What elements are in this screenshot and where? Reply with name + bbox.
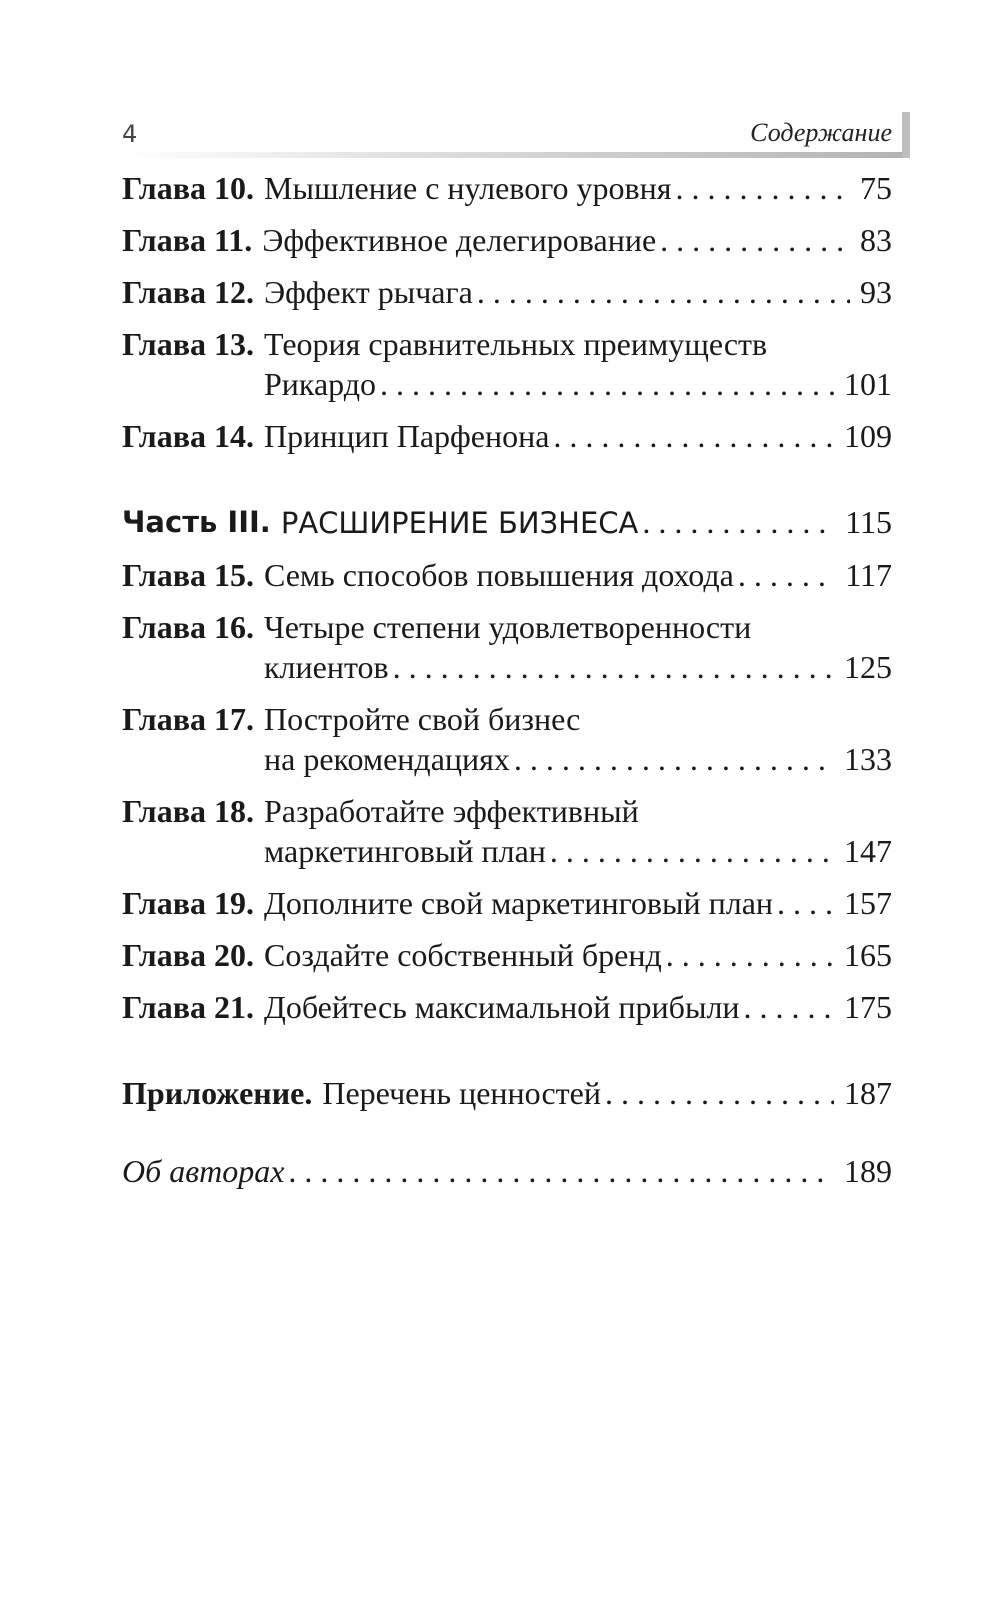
toc-entry-page: 109 — [844, 418, 892, 454]
toc-entry-title: Теория сравнительных преимуществ — [263, 326, 768, 362]
dot-leader — [389, 647, 834, 687]
toc-entry-page: 157 — [844, 885, 892, 921]
toc-entry-label: Глава 10. — [122, 170, 254, 206]
toc-entry-page: 175 — [844, 989, 892, 1025]
toc-entry-chapter-15[interactable] — [122, 555, 892, 595]
header-edge-bar — [902, 112, 910, 158]
toc-entry-label: Глава 11. — [122, 222, 253, 258]
toc-entry-label: Глава 17. — [122, 701, 254, 737]
dot-leader — [601, 1073, 834, 1113]
toc-entry-appendix[interactable] — [122, 1073, 892, 1113]
dot-leader — [740, 987, 834, 1027]
toc-entry-title: Постройте свой бизнес — [263, 701, 581, 737]
toc-entry-chapter-19[interactable] — [122, 883, 892, 923]
toc-entry-title: Эффективное делегирование — [262, 222, 657, 258]
toc-entry-chapter-16[interactable] — [122, 607, 892, 687]
toc-entry-title-continued: маркетинговый план — [263, 833, 546, 869]
toc-entry-label: Глава 19. — [122, 885, 254, 921]
header-rule — [122, 152, 910, 158]
toc-entry-label: Приложение. — [122, 1075, 313, 1111]
toc-entry-title: Четыре степени удовлетворенности — [263, 609, 752, 645]
dot-leader — [734, 555, 835, 595]
toc-entry-title: Семь способов повышения дохода — [263, 557, 734, 593]
toc-entry-title: Разработайте эффективный — [263, 793, 639, 829]
dot-leader — [773, 883, 834, 923]
toc-entry-title: Добейтесь максимальной прибыли — [263, 989, 740, 1025]
header-title: Содержание — [750, 118, 892, 147]
toc-entry-title: Дополните свой маркетинговый план — [263, 885, 774, 921]
toc-entry-chapter-21[interactable] — [122, 987, 892, 1027]
dot-leader — [549, 416, 834, 456]
toc-entry-part-3[interactable] — [122, 502, 892, 543]
toc-entry-chapter-20[interactable] — [122, 935, 892, 975]
toc-entry-chapter-17[interactable] — [122, 699, 892, 779]
dot-leader — [376, 364, 834, 404]
toc-entry-page: 93 — [860, 274, 892, 310]
dot-leader — [473, 272, 850, 312]
toc-entry-title: Об авторах — [122, 1153, 285, 1189]
table-of-contents — [122, 168, 892, 1203]
toc-entry-page: 115 — [845, 504, 892, 540]
toc-entry-title: Создайте собственный бренд — [263, 937, 662, 973]
toc-entry-about-authors[interactable] — [122, 1151, 892, 1191]
running-header — [122, 112, 910, 158]
toc-entry-label: Часть III. — [122, 505, 271, 539]
dot-leader — [638, 502, 835, 542]
toc-entry-title: Эффект рычага — [263, 274, 473, 310]
toc-entry-chapter-14[interactable] — [122, 416, 892, 456]
toc-entry-title: Мышление с нулевого уровня — [263, 170, 672, 206]
toc-entry-label: Глава 21. — [122, 989, 254, 1025]
dot-leader — [656, 220, 850, 260]
toc-entry-title-continued: Рикардо — [263, 366, 377, 402]
toc-entry-page: 101 — [844, 366, 892, 402]
toc-entry-page: 147 — [844, 833, 892, 869]
toc-entry-chapter-10[interactable] — [122, 168, 892, 208]
dot-leader — [671, 168, 850, 208]
toc-entry-title-continued: на рекомендациях — [263, 741, 510, 777]
toc-entry-page: 133 — [844, 741, 892, 777]
toc-entry-label: Глава 15. — [122, 557, 254, 593]
toc-entry-chapter-11[interactable] — [122, 220, 892, 260]
toc-entry-title: РАСШИРЕНИЕ БИЗНЕСА — [280, 506, 639, 540]
toc-entry-label: Глава 18. — [122, 793, 254, 829]
toc-entry-label: Глава 20. — [122, 937, 254, 973]
toc-entry-page: 83 — [860, 222, 892, 258]
toc-entry-label: Глава 16. — [122, 609, 254, 645]
dot-leader — [662, 935, 834, 975]
toc-entry-page: 117 — [845, 557, 892, 593]
dot-leader — [510, 739, 834, 779]
toc-entry-label: Глава 14. — [122, 418, 254, 454]
dot-leader — [284, 1151, 834, 1191]
toc-entry-chapter-13[interactable] — [122, 324, 892, 404]
dot-leader — [546, 831, 834, 871]
page-number: 4 — [122, 120, 138, 148]
toc-entry-title-continued: клиентов — [263, 649, 389, 685]
toc-entry-label: Глава 13. — [122, 326, 254, 362]
toc-entry-label: Глава 12. — [122, 274, 254, 310]
toc-entry-page: 189 — [844, 1153, 892, 1189]
toc-entry-chapter-12[interactable] — [122, 272, 892, 312]
toc-entry-chapter-18[interactable] — [122, 791, 892, 871]
toc-entry-title: Принцип Парфенона — [263, 418, 550, 454]
toc-entry-title: Перечень ценностей — [322, 1075, 601, 1111]
toc-entry-page: 75 — [860, 170, 892, 206]
toc-entry-page: 125 — [844, 649, 892, 685]
toc-entry-page: 165 — [844, 937, 892, 973]
toc-entry-page: 187 — [844, 1075, 892, 1111]
